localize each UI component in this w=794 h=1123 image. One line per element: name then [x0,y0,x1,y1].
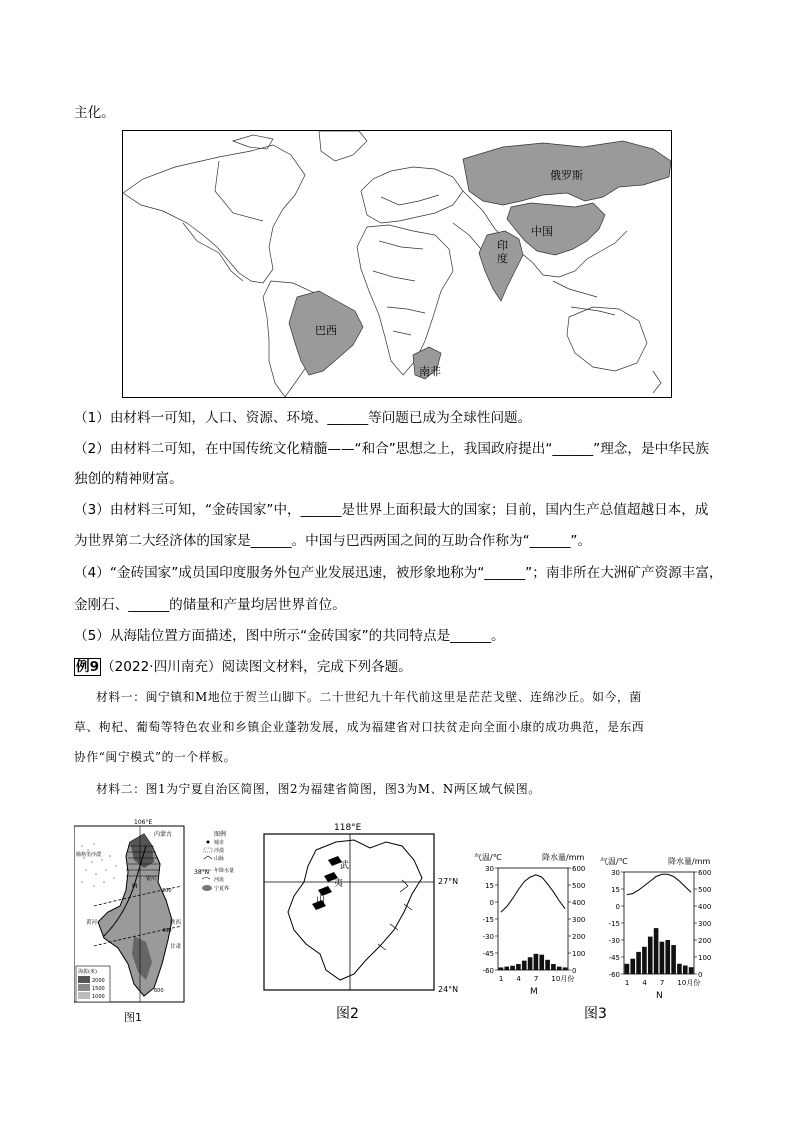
climate-chart-n-svg [598,850,718,1006]
label-brazil: 巴西 [315,324,337,337]
chart-n-x-tick: 1 [624,979,630,987]
material-1-line-2: 草、枸杞、葡萄等特色农业和乡镇企业蓬勃发展，成为福建省对口扶贫走向全面小康的成功典范，是东西 [74,720,645,734]
fig1-legend-river: 河流 [214,877,225,883]
chart-n-x-tick: 10月份 [677,979,701,987]
fig2-lat-top: 27°N [438,877,459,886]
chart-n-x-tick: 7 [659,979,665,987]
fig1-lon: 106°E [134,819,153,826]
figure-2-caption: 图2 [336,1006,359,1022]
chart-m-x-tick: 7 [533,975,539,983]
chart-m-precip-tick: 600 [572,865,586,873]
chart-n-precip-tick: 400 [698,903,712,911]
chart-n-temp-tick: 0 [615,903,620,911]
greenland-outline [319,131,367,161]
chart-n-precip-label: 降水量/mm [668,857,711,866]
label-south-africa: 南非 [419,365,441,378]
chart-n-name: N [656,991,663,1001]
chart-n-precip-bar [625,964,630,974]
question-2-line-2: 独创的精神财富。 [74,471,183,487]
chart-n-precip-bar [689,967,694,974]
top-fragment: 主化。 [74,105,115,121]
fig1-elev-1000: 1000 [92,994,105,1000]
question-4-line-2: 金刚石、______的储量和产量均居世界首位。 [74,597,346,613]
label-india-2: 度 [497,252,508,265]
fig1-place-6: M [132,883,138,890]
australia-outline [567,307,647,371]
chart-n-temp-tick: 30 [611,869,620,877]
question-5: （5）从海陆位置方面描述，图中所示“金砖国家”的共同特点是______。 [74,628,505,644]
fig1-legend-desert: 沙漠 [214,848,225,854]
fig1-place-0: 内蒙古 [154,831,173,838]
chart-m-precip-tick: 200 [572,933,586,941]
chart-n-temp-tick: -15 [608,920,620,928]
material-1-line-3: 协作“闽宁模式”的一个样板。 [74,750,237,764]
chart-m-temp-tick: -15 [482,916,494,924]
chart-m-precip-bar [557,967,562,970]
chart-n-precip-bar [642,947,647,974]
chart-m-precip-tick: 500 [572,882,586,890]
chart-m-x-tick: 10月份 [551,975,575,983]
chart-n-precip-tick: 100 [698,954,712,962]
fig1-isohyet-200: 200 [162,888,172,894]
chart-m-precip-bar [516,964,521,970]
question-3-line-1: （3）由材料三可知，“金砖国家”中，______是世界上面积最大的国家；目前，国内生产总值超越日本，成 [74,502,709,518]
figure-2 [262,820,472,996]
figure-2-svg [262,820,472,996]
chart-n-temp-tick: -60 [608,971,620,979]
chart-m-precip-label: 降水量/mm [542,853,585,862]
example-title: （2022·四川南充）阅读图文材料，完成下列各题。 [101,659,412,675]
chart-n-precip-bar [630,959,635,974]
chart-m-temp-tick: 15 [485,882,494,890]
chart-n-temp-line [627,874,691,894]
material-2: 材料二：图1为宁夏自治区简图，图2为福建省简图，图3为M、N两区域气候图。 [96,782,541,796]
highlight-countries [289,141,671,379]
chart-m-precip-tick: 0 [572,967,577,975]
label-china: 中国 [531,225,553,238]
fig2-char-0: 武 [340,861,350,871]
figure-3-caption: 图3 [584,1006,607,1022]
chart-m-precip-bar [563,967,568,970]
chart-m-temp-tick: -60 [482,967,494,975]
chart-m-x-tick: 1 [498,975,504,983]
chart-m-precip-bar [551,964,556,970]
chart-n-precip-tick: 300 [698,920,712,928]
question-3-line-2: 为世界第二大经济体的国家是______。中国与巴西两国之间的互助合作称为“______”。 [74,533,592,549]
fig1-place-5: 黄河 [86,920,98,926]
chart-n-precip-tick: 500 [698,886,712,894]
chart-n-temp-tick: -30 [608,937,620,945]
chart-m-precip-bar [528,957,533,970]
chart-m-precip-bar [510,966,515,970]
figure-1-caption: 图1 [124,1011,142,1024]
fig1-lat: 38°N [194,869,210,876]
chart-n-precip-tick: 0 [698,971,703,979]
material-1-line-1: 材料一：闽宁镇和M地位于贺兰山脚下。二十世纪九十年代前这里是茫茫戈壁、连绵沙丘。如今，菌 [96,690,642,704]
fig1-elev-1500: 1500 [92,986,105,992]
fig1-place-3: 陕西 [170,920,182,926]
question-2-line-1: （2）由材料二可知，在中国传统文化精髓——“和合”思想之上，我国政府提出“______”理念，是中华民族 [74,441,709,457]
chart-m-temp-tick: 30 [485,865,494,873]
fig2-char-2: 山 [316,895,326,905]
world-map [122,130,672,398]
chart-n-x-tick: 4 [642,979,647,987]
chart-m-precip-bar [522,961,527,970]
fig1-legend-precip: 年降水量 [214,868,235,874]
chart-n-precip-tick: 600 [698,869,712,877]
chart-m-temp-tick: -30 [482,933,494,941]
chart-n-precip-bar [636,952,641,974]
fig1-isohyet-400: 400 [162,928,172,934]
example-tag: 例9 [76,659,100,675]
fig1-place-1: 腾格里沙漠 [76,852,102,858]
chart-m-precip-tick: 100 [572,950,586,958]
chart-m-precip-tick: 400 [572,899,586,907]
chart-n-precip-bar [648,937,653,974]
chart-m-temp-label: 气温/℃ [474,853,502,862]
label-russia: 俄罗斯 [550,169,583,182]
chart-m-frame [498,868,568,970]
question-1: （1）由材料一可知，人口、资源、环境、______等问题已成为全球性问题。 [74,410,532,426]
fig1-place-4: 甘肃 [170,944,182,950]
chart-m-temp-tick: 0 [489,899,494,907]
fig1-legend-border: 宁夏界 [214,886,230,892]
chart-m-precip-bar [545,960,550,970]
question-4-line-1: （4）“金砖国家”成员国印度服务外包产业发展迅速，被形象地称为“______”；南非所在大洲矿产资源丰富， [74,565,723,581]
chart-m-precip-bar [504,967,509,970]
fig1-legend-city: 城市 [214,840,225,846]
chart-n-precip-bar [654,928,659,974]
figure-1-svg [74,816,250,1012]
china-shape [507,203,605,255]
chart-n-precip-bar [665,940,670,974]
chart-n-temp-tick: 15 [611,886,620,894]
chart-n-temp-tick: -45 [608,954,620,962]
chart-n-precip-bar [677,964,682,974]
chart-n-temp-label: 气温/℃ [600,857,628,866]
chart-m-precip-tick: 300 [572,916,586,924]
fig1-elev-2000: 2000 [92,978,105,984]
chart-n-precip-bar [683,966,688,975]
chart-m-temp-tick: -45 [482,950,494,958]
chart-m-precip-bar [539,955,544,970]
fig1-legend-title: 图例 [214,831,227,838]
chart-m-temp-line [501,875,565,912]
chart-m-name: M [530,987,538,997]
label-india-1: 印 [497,239,508,252]
fig1-place-2: 银川 [146,876,157,882]
world-map-svg [123,131,671,397]
figure-1 [74,816,250,1012]
chart-m-precip-bar [499,967,504,970]
chart-n-precip-tick: 200 [698,937,712,945]
example-header [74,655,412,675]
climate-chart-m [472,846,592,1002]
fig2-lon: 118°E [334,823,362,833]
north-america-outline [123,145,305,283]
fig1-legend-mountain: 山脉 [214,856,225,862]
fig1-isohyet-600: 600 [154,988,164,994]
chart-m-x-tick: 4 [516,975,521,983]
climate-chart-m-svg [472,846,592,1002]
chart-n-precip-bar [660,942,665,974]
climate-chart-n [598,850,718,1006]
fig2-char-1: 夷 [334,879,344,889]
chart-m-precip-bar [534,954,539,970]
fig1-elev-title: 海拔(米) [78,969,97,975]
fig2-lat-bottom: 24°N [438,985,459,994]
chart-n-precip-bar [671,945,676,974]
